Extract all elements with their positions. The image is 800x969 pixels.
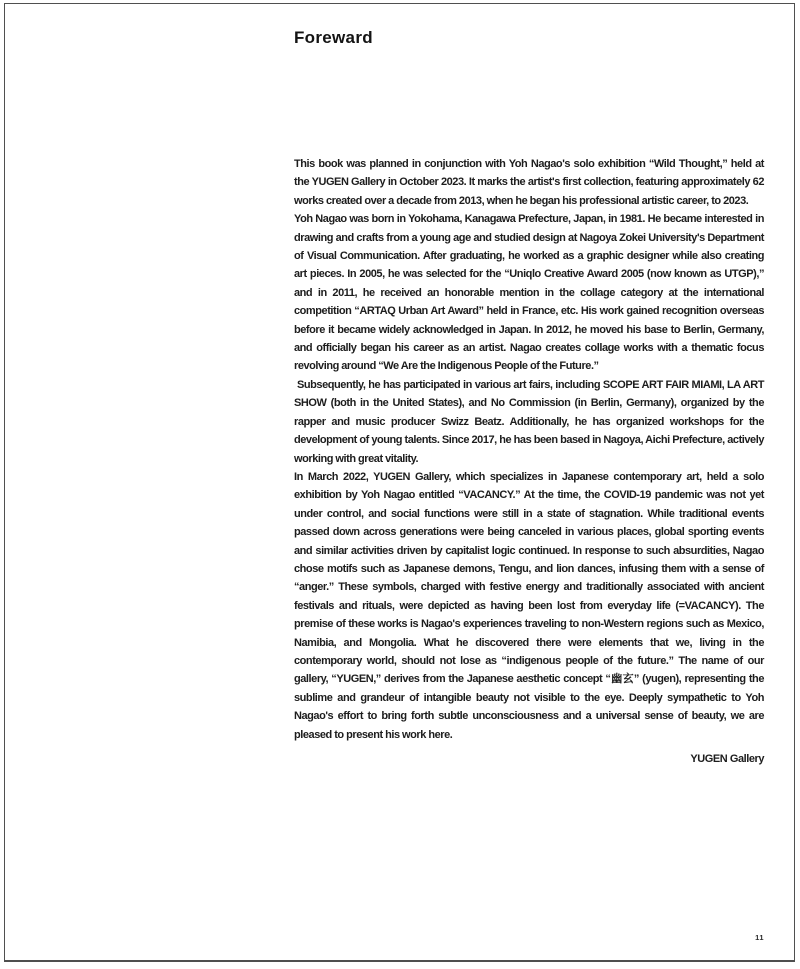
page-title: Foreward [294,28,373,47]
paragraph-artist-biography: Yoh Nagao was born in Yokohama, Kanagawa Prefecture, Japan, in 1981. He became interested in drawing and crafts from a young age and studied design at Nagoya Zokei University's Department of Visual Communication. After graduating, he worked as a graphic designer while also creating art pieces. In 2005, he was selected for the “Uniqlo Creative Award 2005 (now known as UTGP),” and in 2011, he received an honorable mention in the collage category at the international competition “ARTAQ Urban Art Award” held in France, etc. His work gained recognition overseas before it became widely acknowledged in Japan. In 2012, he moved his base to Berlin, Germany, and officially began his career as an artist. Nagao creates collage works with a thematic focus revolving around “We Are the Indigenous People of the Future.” [294,213,764,373]
book-page [4,3,795,962]
paragraph-art-fairs: Subsequently, he has participated in various art fairs, including SCOPE ART FAIR MIAMI, LA ART SHOW (both in the United States), and No Commission (in Berlin, Germany), organized by the rapper and music producer Swizz Beatz. Additionally, he has organized workshops for the development of young talents. Since 2017, he has been based in Nagoya, Aichi Prefecture, actively working with great vitality. [294,378,764,465]
foreword-text-block [294,155,764,768]
paragraph-exhibition-intro: This book was planned in conjunction with Yoh Nagao's solo exhibition “Wild Thought,” held at the YUGEN Gallery in October 2023. It marks the artist's first collection, featuring approximately 62 works created over a decade from 2013, when he began his professional artistic career, to 2023. [294,158,764,207]
page-number: 11 [755,933,764,942]
signature: YUGEN Gallery [690,753,764,765]
paragraph-vacancy-exhibition: In March 2022, YUGEN Gallery, which specializes in Japanese contemporary art, held a solo exhibition by Yoh Nagao entitled “VACANCY.” At the time, the COVID-19 pandemic was not yet under control, and social functions were still in a state of stagnation. While traditional events passed down across generations were being canceled in various places, global sporting events and similar activities driven by capitalist logic continued. In response to such absurdities, Nagao chose motifs such as Japanese demons, Tengu, and lion dances, infusing them with a sense of “anger.” These symbols, charged with festive energy and traditionally associated with ancient festivals and rituals, were depicted as having been lost from everyday life (=VACANCY). The premise of these works is Nagao's experiences traveling to non-Western regions such as Mexico, Namibia, and Mongolia. What he discovered there were elements that we, living in the contemporary world, should not lose as “indigenous people of the future.” The name of our gallery, “YUGEN,” derives from the Japanese aesthetic concept “幽玄” (yugen), representing the sublime and grandeur of intangible beauty not visible to the eye. Deeply sympathetic to Yoh Nagao's effort to bring forth subtle unconsciousness and a universal sense of beauty, we are pleased to present his work here. [294,470,764,741]
